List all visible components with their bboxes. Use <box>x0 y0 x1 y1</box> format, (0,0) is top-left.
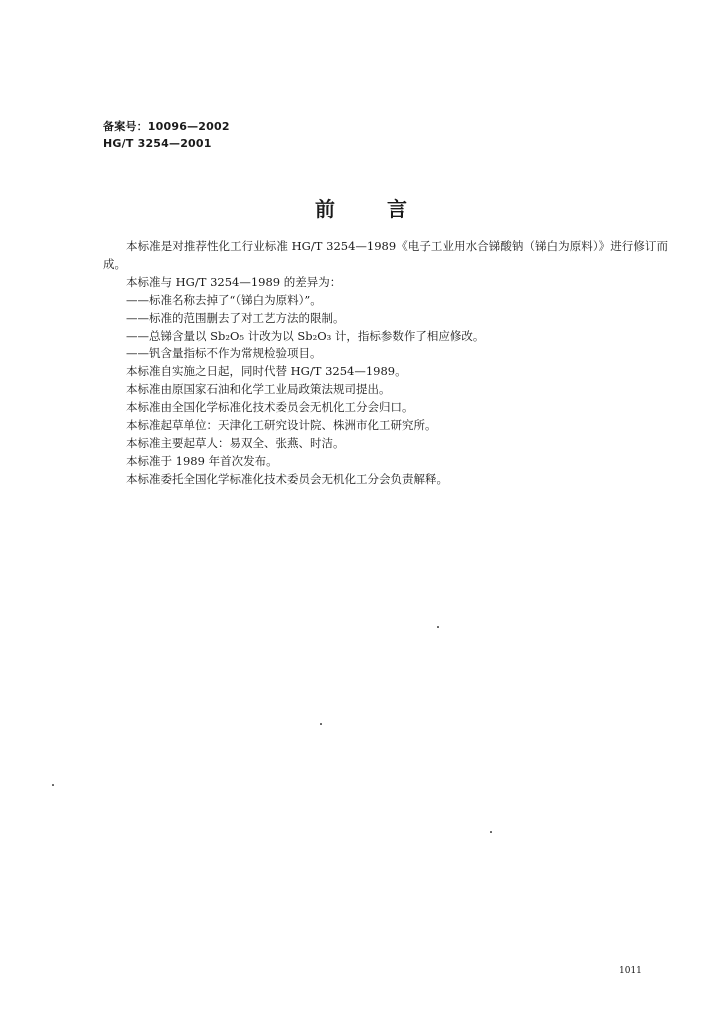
paragraph-interpretation: 本标准委托全国化学标准化技术委员会无机化工分会负责解释。 <box>126 471 448 486</box>
paragraph-replacement: 本标准自实施之日起，同时代替 HG/T 3254—1989。 <box>126 364 407 379</box>
paragraph-revision-basis: 本标准是对推荐性化工行业标准 HG/T 3254—1989《电子工业用水合锑酸钠（锑白为原料）》进行修订而成。 <box>103 239 668 271</box>
filing-info <box>103 118 230 152</box>
scan-speck <box>437 626 439 628</box>
paragraph-differences-intro: 本标准与 HG/T 3254—1989 的差异为： <box>126 274 342 289</box>
paragraph-difference-vanadium: ——钒含量指标不作为常规检验项目。 <box>126 346 322 361</box>
scan-speck <box>52 784 54 786</box>
scan-speck <box>490 831 492 833</box>
paragraph-responsible-committee: 本标准由全国化学标准化技术委员会无机化工分会归口。 <box>126 400 414 415</box>
paragraph-difference-title: ——标准名称去掉了“（锑白为原料）”。 <box>126 292 322 307</box>
filing-record-number: 备案号：10096—2002 <box>103 120 230 133</box>
paragraph-difference-antimony: ——总锑含量以 Sb₂O₅ 计改为以 Sb₂O₃ 计，指标参数作了相应修改。 <box>126 328 485 343</box>
paragraph-proposer: 本标准由原国家石油和化学工业局政策法规司提出。 <box>126 382 391 397</box>
paragraph-first-issue: 本标准于 1989 年首次发布。 <box>126 453 278 468</box>
page-number: 1011 <box>619 966 642 976</box>
paragraph-difference-scope: ——标准的范围删去了对工艺方法的限制。 <box>126 310 345 325</box>
foreword-body <box>103 238 668 489</box>
scan-speck <box>320 723 322 725</box>
paragraph-drafters: 本标准主要起草人：易双全、张燕、时洁。 <box>126 435 345 450</box>
paragraph-drafting-units: 本标准起草单位：天津化工研究设计院、株洲市化工研究所。 <box>126 418 437 433</box>
foreword-heading: 前言 <box>315 197 459 221</box>
standard-code: HG/T 3254—2001 <box>103 137 212 150</box>
